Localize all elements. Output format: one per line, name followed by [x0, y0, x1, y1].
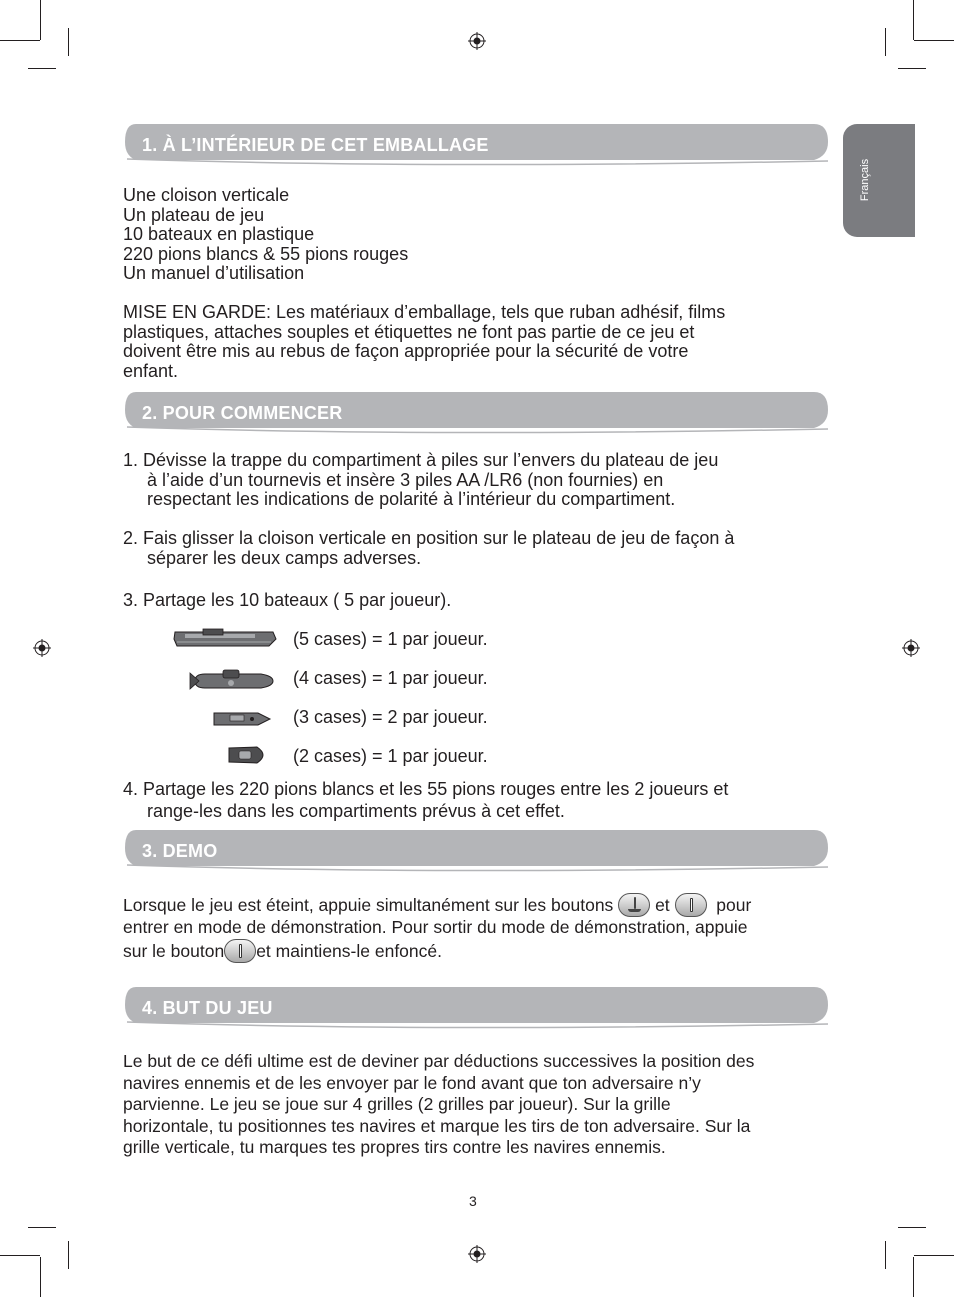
crop-mark: [898, 68, 926, 69]
ship-label: (2 cases) = 1 par joueur.: [293, 746, 488, 766]
registration-mark-icon: [33, 639, 51, 657]
list-item: 10 bateaux en plastique: [123, 224, 315, 244]
crop-mark: [885, 28, 886, 56]
crop-mark: [0, 40, 40, 41]
section-title: 1. À L’INTÉRIEUR DE CET EMBALLAGE: [142, 135, 489, 155]
language-tab: [843, 124, 915, 237]
ship-label: (4 cases) = 1 par joueur.: [293, 668, 488, 688]
step-3: 3. Partage les 10 bateaux ( 5 par joueur).: [123, 590, 452, 610]
section-title: 4. BUT DU JEU: [142, 998, 273, 1018]
crop-mark: [68, 1241, 69, 1269]
registration-mark-icon: [468, 32, 486, 50]
section-banner-demo: [124, 829, 829, 879]
step-4: 4. Partage les 220 pions blancs et les 55 pions rouges entre les 2 joueurs et range-les dans les compartiments prévus à cet effet.: [123, 779, 729, 821]
page-number: 3: [469, 1193, 477, 1209]
registration-mark-icon: [468, 1245, 486, 1263]
crop-mark: [28, 68, 56, 69]
language-tab-label: Français: [859, 158, 871, 202]
step-1: 1. Dévisse la trappe du compartiment à piles sur l’envers du plateau de jeu à l’aide d’un tournevis et insère 3 piles AA /LR6 (non fournies) en respectant les indications de polarité à l’intérieur du compartiment.: [123, 450, 719, 509]
section-banner-getting-started: [124, 391, 829, 441]
section-banner-contents: [124, 123, 829, 173]
crop-mark: [913, 1257, 914, 1297]
aircraft-carrier-icon: [173, 627, 277, 651]
crop-mark: [913, 0, 914, 40]
list-item: Une cloison verticale: [123, 185, 290, 205]
crop-mark: [898, 1227, 926, 1228]
submarine-icon: [190, 670, 273, 689]
demo-paragraph: Lorsque le jeu est éteint, appuie simultanément sur les boutons et pour entrer en mode de démonstration. Pour sortir du mode de démonstration, appuie sur le bouton et maintiens-le enfoncé.: [123, 895, 752, 961]
crop-mark: [28, 1227, 56, 1228]
step-2: 2. Fais glisser la cloison verticale en position sur le plateau de jeu de façon à séparer les deux camps adverses.: [123, 528, 735, 568]
crop-mark: [40, 0, 41, 40]
crop-mark: [68, 28, 69, 56]
ship-button-icon: [618, 893, 650, 917]
crop-mark: [0, 1255, 40, 1256]
ship-label: (3 cases) = 2 par joueur.: [293, 707, 488, 727]
crop-mark: [885, 1241, 886, 1269]
section-title: 2. POUR COMMENCER: [142, 403, 343, 423]
patrol-boat-icon: [227, 744, 271, 766]
list-item: 220 pions blancs & 55 pions rouges: [123, 243, 409, 264]
warning-paragraph: MISE EN GARDE: Les matériaux d’emballage, tels que ruban adhésif, films plastiques, attaches souples et étiquettes ne font pas partie de ce jeu et doivent être mis au rebus de façon appropriée pour la sécurité de votre enfant.: [123, 302, 726, 381]
contents-list: [123, 186, 408, 284]
ship-label: (5 cases) = 1 par joueur.: [293, 629, 488, 649]
power-button-icon: [675, 893, 707, 917]
section-title: 3. DEMO: [142, 841, 218, 861]
power-button-icon: [224, 939, 256, 963]
list-item: Un manuel d’utilisation: [123, 263, 305, 283]
crop-mark: [40, 1257, 41, 1297]
registration-mark-icon: [902, 639, 920, 657]
goal-paragraph: Le but de ce défi ultime est de deviner par déductions successives la position des navires ennemis et de les envoyer par le fond avant que ton adversaire n’y parvienne. Le jeu se joue sur 4 grilles (2 grilles par joueur). Sur la grille horizontale, tu positionnes tes navires et marque les tirs de ton adversaire. Sur la grille verticale, tu marques tes propres tirs contre les navires ennemis.: [123, 1051, 755, 1157]
section-banner-goal: [124, 986, 829, 1036]
crop-mark: [914, 1255, 954, 1256]
crop-mark: [914, 40, 954, 41]
list-item: Un plateau de jeu: [123, 204, 265, 225]
destroyer-icon: [212, 709, 272, 729]
